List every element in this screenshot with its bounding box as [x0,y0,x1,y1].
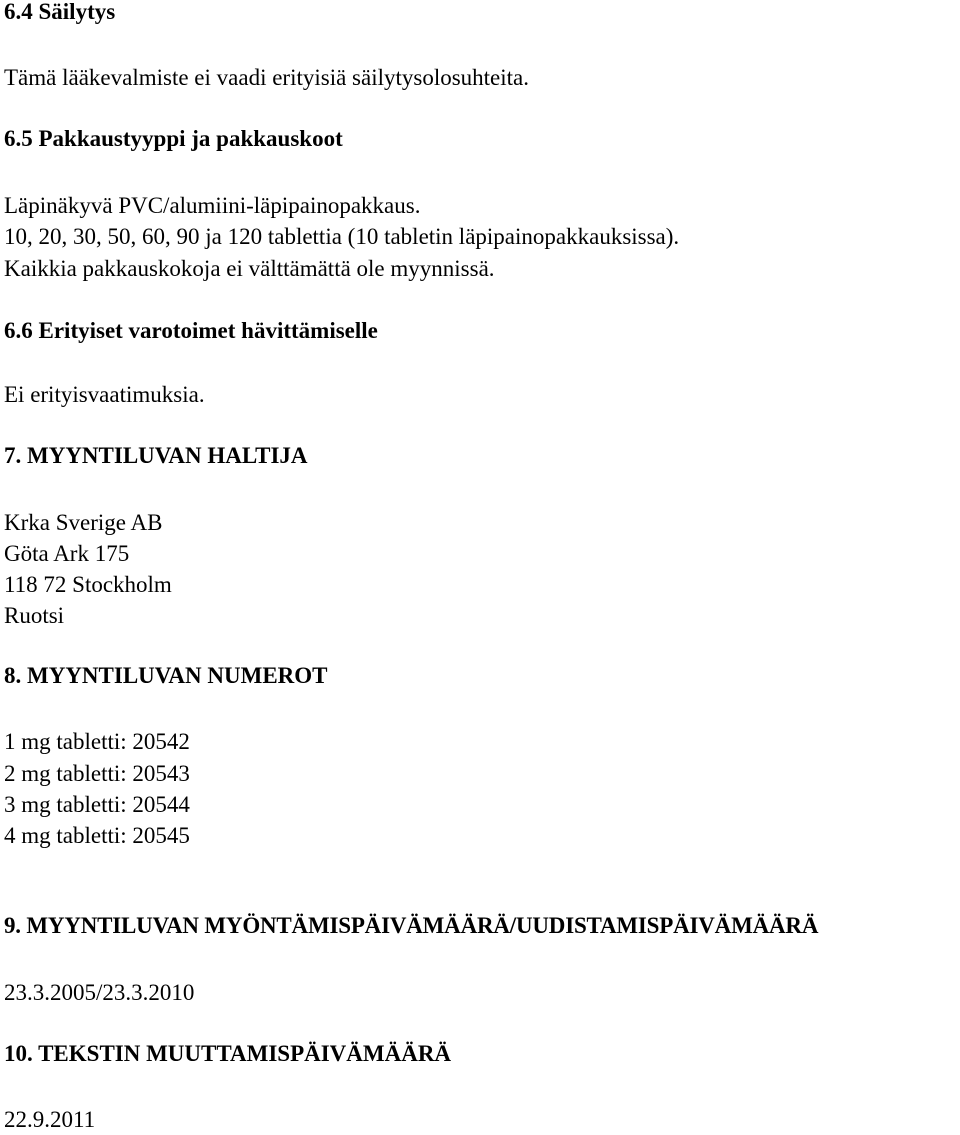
address-line: Ruotsi [4,603,65,628]
authorisation-date: 23.3.2005/23.3.2010 [4,980,195,1005]
license-number-line: 4 mg tabletti: 20545 [4,823,190,848]
section-heading-6-6: 6.6 Erityiset varotoimet hävittämiselle [4,318,378,343]
license-number-line: 1 mg tabletti: 20542 [4,729,190,754]
revision-date: 22.9.2011 [4,1107,96,1132]
package-line: 10, 20, 30, 50, 60, 90 ja 120 tablettia (10 tabletin läpipainopakkauksissa). [4,224,680,249]
disposal-text: Ei erityisvaatimuksia. [4,382,205,407]
section-heading-7: 7. MYYNTILUVAN HALTIJA [4,443,308,468]
section-heading-9: 9. MYYNTILUVAN MYÖNTÄMISPÄIVÄMÄÄRÄ/UUDISTAMISPÄIVÄMÄÄRÄ [4,913,819,938]
package-line: Kaikkia pakkauskokoja ei välttämättä ole myynnissä. [4,256,495,281]
license-number-line: 3 mg tabletti: 20544 [4,792,190,817]
section-heading-6-5: 6.5 Pakkaustyyppi ja pakkauskoot [4,126,343,151]
section-heading-8: 8. MYYNTILUVAN NUMEROT [4,663,328,688]
section-heading-6-4: 6.4 Säilytys [4,0,116,24]
address-line: Göta Ark 175 [4,541,130,566]
package-line: Läpinäkyvä PVC/alumiini-läpipainopakkaus. [4,193,421,218]
storage-text: Tämä lääkevalmiste ei vaadi erityisiä säilytysolosuhteita. [4,65,530,90]
license-number-line: 2 mg tabletti: 20543 [4,761,190,786]
section-heading-10: 10. TEKSTIN MUUTTAMISPÄIVÄMÄÄRÄ [4,1041,452,1066]
address-line: 118 72 Stockholm [4,572,172,597]
address-line: Krka Sverige AB [4,510,163,535]
